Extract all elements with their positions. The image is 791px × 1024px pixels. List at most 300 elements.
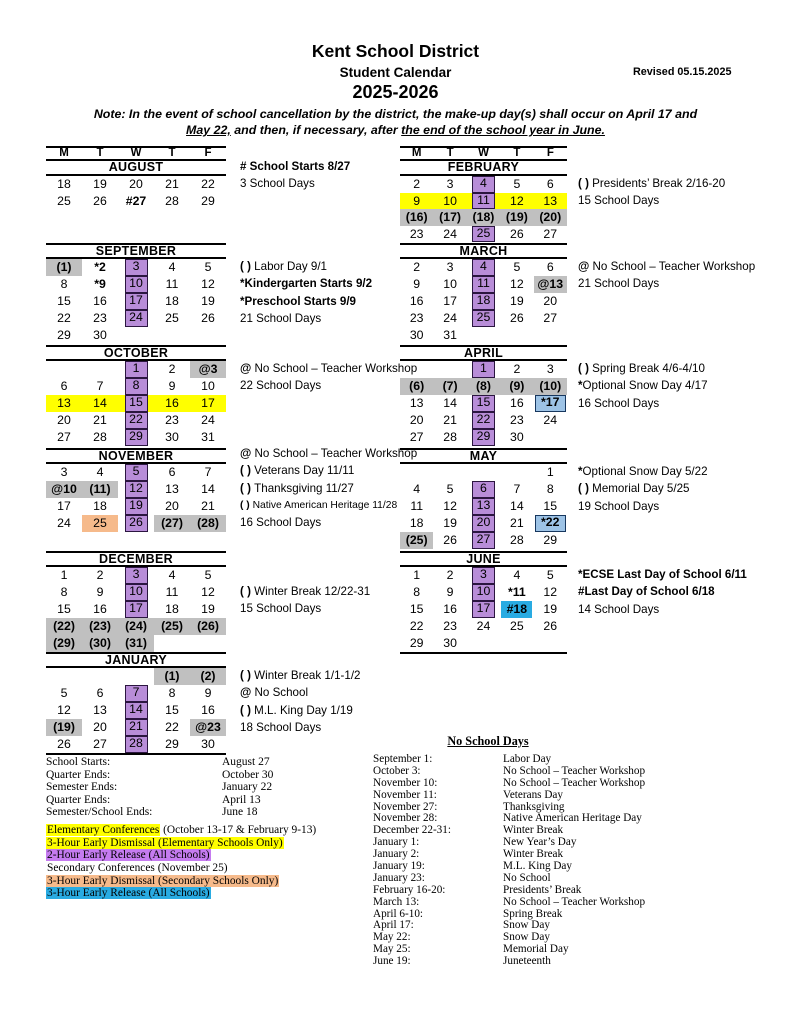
early-release-day: 29 — [472, 429, 495, 446]
note-line: ( ) Winter Break 1/1-1/2 — [240, 669, 361, 682]
week-row — [400, 378, 567, 395]
week-row — [46, 193, 226, 210]
week-row — [46, 702, 226, 719]
day-cell: 29 — [409, 636, 424, 650]
no-school-row — [373, 956, 673, 968]
week-row — [46, 481, 226, 498]
day-cell: 24 — [57, 516, 71, 530]
no-school-days-title: No School Days — [447, 734, 529, 748]
legend-line — [46, 824, 376, 837]
weekday-label: F — [546, 147, 554, 159]
last-day-of-school: #18 — [501, 601, 532, 618]
day-cell: 23 — [443, 619, 457, 633]
month-december — [46, 551, 226, 652]
day-cell: 6 — [60, 379, 68, 393]
weekday-label: T — [168, 147, 176, 159]
month-notes-march — [578, 258, 755, 293]
day-cell: 5 — [60, 686, 68, 700]
month-title: DECEMBER — [46, 551, 226, 567]
day-cell: 17 — [443, 294, 457, 308]
day-cell — [118, 481, 154, 498]
early-release-day: 22 — [472, 412, 495, 429]
no-school-date: January 19: — [373, 860, 425, 873]
day-cell: 12 — [543, 585, 558, 599]
month-notes-april — [578, 360, 708, 412]
month-title: SEPTEMBER — [46, 243, 226, 259]
legend-line — [46, 837, 376, 850]
week-row — [400, 618, 567, 635]
early-release-day: 20 — [472, 515, 495, 532]
day-cell: 2 — [413, 177, 421, 191]
day-cell: 10 — [443, 277, 457, 291]
day-cell — [118, 293, 154, 310]
day-cell: (31) — [118, 635, 154, 652]
day-cell: 21 — [201, 499, 215, 513]
day-cell: 9 — [168, 379, 176, 393]
note-line: *Kindergarten Starts 9/2 — [240, 277, 373, 291]
no-school-date: November 27: — [373, 800, 438, 813]
week-row — [46, 635, 226, 652]
early-release-day: 27 — [472, 532, 495, 549]
no-school-reason: Winter Break — [503, 824, 564, 837]
day-cell: 6 — [168, 465, 176, 479]
early-release-day: 17 — [125, 293, 148, 310]
day-cell: 11 — [165, 277, 179, 291]
day-cell: 30 — [409, 328, 424, 342]
note-line: @ No School – Teacher Workshop — [240, 447, 418, 460]
day-cell: 4 — [168, 260, 176, 274]
week-row — [400, 584, 567, 601]
day-cell: 18 — [57, 177, 71, 191]
day-cell — [154, 635, 190, 652]
early-release-day: 15 — [125, 395, 148, 412]
revised-date: Revised 05.15.2025 — [633, 66, 732, 78]
note-line: ( ) Thanksgiving 11/27 — [240, 481, 354, 495]
day-cell: 16 — [510, 396, 524, 410]
early-release-day: 5 — [125, 464, 148, 481]
day-cell: 28 — [165, 193, 179, 208]
early-release-day: 19 — [125, 498, 148, 515]
week-row — [400, 193, 567, 210]
no-school-date: November 28: — [373, 812, 438, 825]
note-line: 14 School Days — [578, 602, 660, 616]
day-cell — [118, 429, 154, 446]
day-cell: 9 — [400, 193, 433, 210]
day-cell — [118, 259, 154, 276]
day-cell: 25 — [165, 311, 179, 325]
day-cell: 7 — [513, 482, 521, 496]
day-cell: 8 — [60, 585, 68, 599]
day-cell — [118, 361, 154, 378]
month-title: MARCH — [400, 243, 567, 259]
day-cell: 14 — [201, 482, 215, 496]
month-title: JUNE — [400, 551, 567, 567]
day-cell — [467, 276, 500, 293]
month-may — [400, 448, 567, 549]
week-row — [400, 412, 567, 429]
week-row — [400, 429, 567, 446]
day-cell: 12 — [57, 703, 71, 717]
legend — [46, 824, 376, 900]
month-notes-august — [240, 158, 350, 193]
day-cell: 7 — [204, 465, 212, 479]
note-line: 21 School Days — [578, 277, 660, 291]
week-row — [400, 276, 567, 293]
no-school-date: May 25: — [373, 943, 411, 956]
day-cell: 17 — [57, 499, 71, 513]
day-cell: (18) — [467, 209, 500, 226]
day-cell: 9 — [446, 585, 454, 599]
day-cell: (10) — [534, 378, 567, 395]
day-cell: 26 — [510, 311, 524, 325]
day-cell: 5 — [513, 177, 521, 191]
month-title: MAY — [400, 448, 567, 464]
day-cell: 14 — [510, 499, 524, 513]
week-row — [46, 327, 226, 344]
day-cell: 16 — [93, 602, 107, 616]
day-cell: 26 — [443, 533, 457, 547]
day-cell: 21 — [510, 516, 524, 530]
day-cell: 27 — [93, 737, 107, 751]
week-row — [400, 532, 567, 549]
day-cell — [467, 584, 500, 601]
early-release-day: 14 — [125, 702, 148, 719]
month-november — [46, 448, 226, 532]
day-cell: 10 — [433, 193, 466, 210]
day-cell: #27 — [125, 193, 147, 208]
weekday-header-row — [46, 146, 226, 161]
week-row — [46, 310, 226, 327]
month-notes-february — [578, 175, 725, 210]
day-cell — [82, 361, 118, 378]
day-cell — [467, 429, 500, 446]
day-cell: 12 — [510, 277, 524, 291]
week-row — [46, 361, 226, 378]
day-cell: 24 — [476, 619, 491, 633]
day-cell: 8 — [546, 482, 554, 496]
no-school-reason: Presidents’ Break — [503, 883, 582, 896]
week-row — [400, 310, 567, 327]
day-cell: @10 — [46, 481, 82, 498]
key-date-label: School Starts: — [46, 756, 111, 768]
key-date-value: August 27 — [222, 756, 270, 768]
day-cell: 22 — [165, 720, 179, 734]
day-cell — [118, 276, 154, 293]
day-cell: 20 — [543, 294, 558, 308]
week-row — [400, 635, 567, 652]
weekday-label: W — [130, 147, 142, 159]
no-school-reason: No School – Teacher Workshop — [503, 764, 646, 777]
early-release-day: 17 — [125, 601, 148, 618]
day-cell: 12 — [500, 193, 533, 210]
no-school-date: September 1: — [373, 753, 433, 765]
day-cell — [190, 327, 226, 344]
day-cell — [118, 464, 154, 481]
day-cell: 4 — [168, 568, 176, 582]
week-row — [46, 601, 226, 618]
day-cell: 3 — [60, 465, 68, 479]
week-row — [46, 685, 226, 702]
day-cell: 1 — [60, 568, 68, 582]
day-cell: (24) — [118, 618, 154, 635]
cancellation-note-line2 — [0, 123, 791, 137]
day-cell — [500, 327, 533, 344]
legend-highlight: Elementary Conferences — [47, 824, 160, 836]
early-release-day: 1 — [125, 361, 148, 378]
no-school-date: January 2: — [373, 848, 420, 861]
note-line: # School Starts 8/27 — [240, 160, 351, 173]
note-line: @ No School – Teacher Workshop — [578, 260, 756, 273]
week-row — [400, 464, 567, 481]
month-title: FEBRUARY — [400, 161, 567, 176]
no-school-reason: No School – Teacher Workshop — [503, 776, 646, 789]
day-cell: 3 — [546, 362, 554, 376]
month-notes-may — [578, 463, 708, 515]
day-cell: 1 — [546, 465, 554, 479]
note-line: 21 School Days — [240, 311, 322, 325]
day-cell: 4 — [413, 482, 421, 496]
note-line: ( ) Veterans Day 11/11 — [240, 464, 355, 478]
day-cell: 13 — [165, 482, 179, 496]
week-row — [46, 498, 226, 515]
day-cell: (23) — [82, 618, 118, 635]
month-title: APRIL — [400, 345, 567, 361]
day-cell — [467, 635, 500, 652]
day-cell: 27 — [409, 430, 424, 444]
day-cell — [467, 481, 500, 498]
day-cell: (7) — [433, 378, 466, 395]
day-cell: 26 — [93, 193, 107, 208]
day-cell: (29) — [46, 635, 82, 652]
day-cell: 29 — [201, 193, 215, 208]
day-cell — [46, 361, 82, 378]
day-cell — [467, 498, 500, 515]
day-cell: 11 — [165, 585, 179, 599]
early-release-day: 10 — [472, 584, 495, 601]
no-school-reason: Spring Break — [503, 907, 563, 920]
day-cell: (2) — [190, 668, 226, 685]
early-release-day: 3 — [472, 567, 495, 584]
week-row — [400, 226, 567, 243]
day-cell: 19 — [201, 294, 215, 308]
day-cell: 12 — [443, 499, 457, 513]
no-school-date: October 3: — [373, 764, 421, 777]
month-notes-november — [240, 445, 417, 531]
no-school-date: March 13: — [373, 895, 420, 908]
no-school-reason: Snow Day — [503, 919, 550, 932]
day-cell — [400, 464, 433, 481]
early-release-day: 4 — [472, 259, 495, 276]
month-january — [46, 652, 226, 753]
day-cell: 23 — [93, 311, 107, 325]
day-cell: 30 — [201, 737, 215, 751]
day-cell: 16 — [201, 703, 215, 717]
early-release-day: 26 — [125, 515, 148, 532]
early-release-day: 29 — [125, 429, 148, 446]
day-cell: 24 — [201, 413, 215, 427]
day-cell: 30 — [443, 636, 457, 650]
day-cell: 24 — [543, 413, 558, 427]
early-release-day: 18 — [472, 293, 495, 310]
no-school-days-list — [373, 734, 673, 968]
day-cell: 6 — [546, 177, 554, 191]
day-cell: 20 — [409, 413, 424, 427]
legend-highlight: 3-Hour Early Dismissal (Secondary Schools Only) — [47, 874, 279, 887]
legend-line — [46, 849, 376, 862]
month-april — [400, 345, 567, 446]
day-cell — [118, 310, 154, 327]
note-segment: the end of the school year in June. — [401, 123, 605, 137]
day-cell — [433, 464, 466, 481]
day-cell: (19) — [46, 719, 82, 736]
month-notes-june — [578, 566, 747, 618]
day-cell: (27) — [154, 515, 190, 532]
no-school-reason: Snow Day — [503, 931, 550, 944]
note-line: 19 School Days — [578, 499, 660, 513]
no-school-date: November 10: — [373, 776, 438, 789]
day-cell: 18 — [165, 294, 179, 308]
cancellation-note-line1: Note: In the event of school cancellation by the district, the make-up day(s) shall occur on April 17 and — [93, 107, 698, 121]
week-row — [46, 719, 226, 736]
day-cell: 16 — [154, 395, 190, 412]
snow-day: *17 — [535, 395, 566, 412]
no-school-reason: Native American Heritage Day — [503, 812, 642, 825]
key-date-value: June 18 — [222, 806, 258, 819]
no-school-reason: Winter Break — [503, 848, 564, 861]
no-school-date: April 17: — [373, 919, 414, 932]
page-subtitle: Student Calendar — [339, 65, 452, 80]
day-cell: 26 — [57, 737, 71, 751]
key-date-row — [46, 794, 376, 807]
week-row — [46, 567, 226, 584]
day-cell: 5 — [446, 482, 454, 496]
early-release-day: 10 — [125, 584, 148, 601]
day-cell: 8 — [168, 686, 176, 700]
day-cell: 5 — [204, 260, 212, 274]
weekday-label: M — [411, 147, 422, 159]
day-cell: 21 — [93, 413, 107, 427]
day-cell: 3 — [446, 260, 454, 274]
month-february — [400, 161, 567, 242]
legend-line — [46, 862, 376, 875]
early-release-day: 12 — [125, 481, 148, 498]
day-cell: 2 — [168, 362, 176, 376]
day-cell: 20 — [129, 177, 143, 191]
day-cell — [118, 327, 154, 344]
day-cell: 19 — [543, 602, 558, 616]
day-cell: 9 — [413, 277, 421, 291]
no-school-date: May 22: — [373, 931, 411, 944]
day-cell: 9 — [204, 686, 212, 700]
day-cell — [118, 736, 154, 753]
day-cell: 2 — [446, 568, 454, 582]
note-line: 18 School Days — [240, 720, 322, 734]
note-line: #Last Day of School 6/18 — [578, 585, 715, 599]
day-cell: 5 — [546, 568, 554, 582]
no-school-reason: Juneteenth — [503, 955, 551, 968]
day-cell: 30 — [510, 430, 524, 444]
day-cell: 31 — [443, 328, 457, 342]
day-cell — [118, 719, 154, 736]
day-cell: 13 — [409, 396, 424, 410]
day-cell: (17) — [433, 209, 466, 226]
day-cell: 27 — [543, 226, 558, 241]
note-line: ( ) Spring Break 4/6-4/10 — [578, 362, 705, 375]
day-cell — [467, 464, 500, 481]
day-cell — [534, 395, 567, 412]
day-cell: @23 — [190, 719, 226, 736]
early-release-day: 11 — [472, 276, 495, 293]
day-cell: 15 — [57, 602, 71, 616]
note-segment: and then, if necessary, after — [230, 123, 402, 137]
no-school-date: April 6-10: — [373, 907, 424, 920]
day-cell: 4 — [96, 465, 104, 479]
day-cell: 19 — [510, 294, 524, 308]
day-cell: 19 — [201, 602, 215, 616]
key-date-value: October 30 — [222, 768, 274, 781]
month-october — [46, 345, 226, 446]
day-cell: 19 — [93, 177, 107, 191]
note-line: *Optional Snow Day 5/22 — [578, 465, 708, 478]
week-row — [46, 259, 226, 276]
month-notes-september — [240, 258, 372, 327]
legend-line — [46, 875, 376, 888]
month-notes-october — [240, 360, 417, 395]
day-cell: 6 — [546, 260, 554, 274]
note-line: 16 School Days — [578, 396, 660, 410]
day-cell: (26) — [190, 618, 226, 635]
day-cell: @3 — [190, 361, 226, 378]
weekday-label: W — [478, 147, 489, 159]
day-cell: 16 — [409, 294, 424, 308]
day-cell — [118, 395, 154, 412]
early-release-day: 21 — [125, 719, 148, 736]
week-row — [400, 395, 567, 412]
day-cell: 27 — [543, 311, 558, 325]
day-cell: 27 — [57, 430, 71, 444]
early-release-day: 22 — [125, 412, 148, 429]
day-cell — [534, 327, 567, 344]
early-release-day: 10 — [125, 276, 148, 293]
note-line: *ECSE Last Day of School 6/11 — [578, 568, 747, 581]
day-cell: 29 — [57, 328, 71, 342]
day-cell: 25 — [510, 619, 524, 633]
key-date-row — [46, 781, 376, 794]
day-cell: 3 — [446, 177, 454, 191]
no-school-reason: M.L. King Day — [503, 860, 572, 873]
legend-highlight: 2-Hour Early Release (All Schools) — [47, 849, 210, 862]
month-title: AUGUST — [46, 161, 226, 176]
day-cell — [500, 601, 533, 618]
key-date-value: April 13 — [222, 793, 261, 806]
week-row — [46, 618, 226, 635]
note-line: *Preschool Starts 9/9 — [240, 294, 356, 308]
early-release-day: 8 — [125, 378, 148, 395]
day-cell: 19 — [443, 516, 457, 530]
month-notes-december — [240, 583, 370, 618]
no-school-date: June 19: — [373, 955, 411, 968]
day-cell — [467, 310, 500, 327]
key-date-row — [46, 806, 376, 819]
day-cell: 31 — [201, 430, 215, 444]
month-notes-january — [240, 667, 361, 736]
day-cell: 17 — [190, 395, 226, 412]
day-cell: 28 — [93, 430, 107, 444]
day-cell: 26 — [201, 311, 215, 325]
day-cell: 20 — [57, 413, 71, 427]
day-cell — [534, 515, 567, 532]
day-cell: 24 — [443, 226, 457, 241]
